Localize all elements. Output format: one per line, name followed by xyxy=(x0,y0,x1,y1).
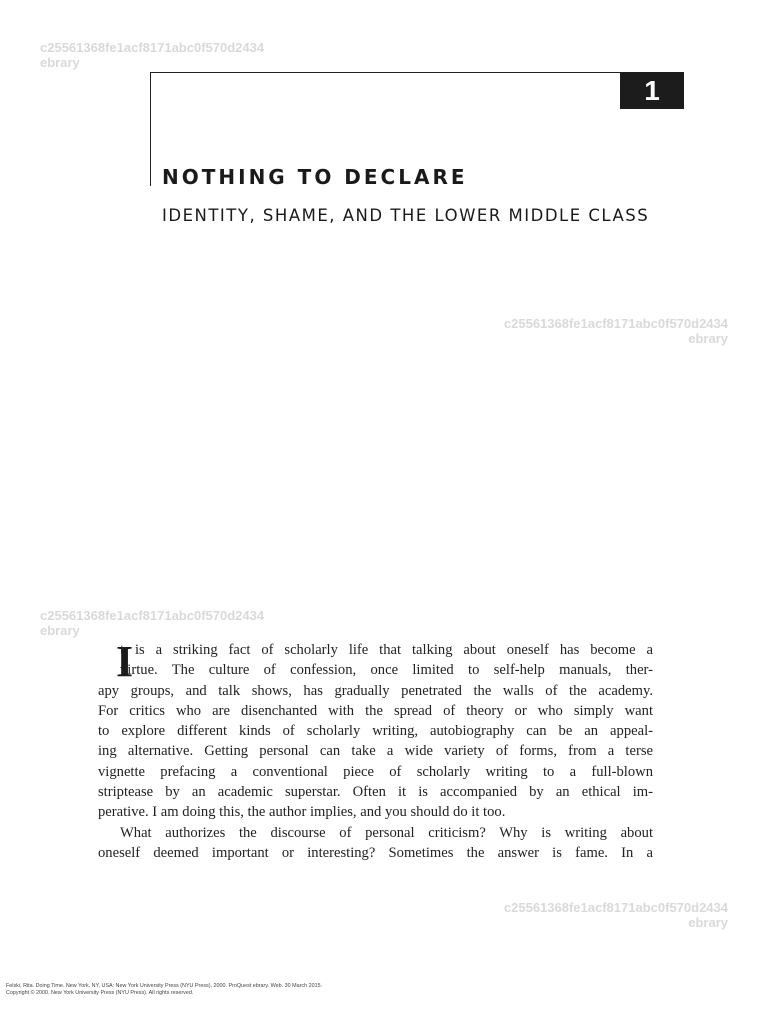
watermark-label: ebrary xyxy=(688,331,728,346)
chapter-number: 1 xyxy=(644,74,660,106)
chapter-title: NOTHING TO DECLARE xyxy=(162,165,468,189)
watermark-label: ebrary xyxy=(40,55,80,70)
watermark xyxy=(504,316,728,346)
citation-footer xyxy=(6,983,322,996)
chapter-frame-left-rule xyxy=(150,72,151,186)
citation-text: Felski, Rita. Doing Time. New York, NY, USA: New York University Press (NYU Press), 2000. ProQuest ebrary. Web. 30 March 2015. xyxy=(6,983,323,989)
body-paragraphs xyxy=(98,637,653,863)
watermark-hash: c25561368fe1acf8171abc0f570d2434 xyxy=(503,900,728,915)
text-line: striptease by an academic superstar. Often it is accompanied by an ethical im- xyxy=(98,784,653,801)
text-line: oneself deemed important or interesting? Sometimes the answer is fame. In a xyxy=(98,844,653,861)
text-line: to explore different kinds of scholarly writing, autobiography can be an appeal- xyxy=(98,723,653,740)
chapter-subtitle: IDENTITY, SHAME, AND THE LOWER MIDDLE CLASS xyxy=(162,206,650,225)
text-line: t is a striking fact of scholarly life that talking about oneself has become a xyxy=(120,642,653,658)
watermark-hash: c25561368fe1acf8171abc0f570d2434 xyxy=(40,40,265,55)
text-line: perative. I am doing this, the author implies, and you should do it too. xyxy=(98,804,506,821)
text-line: vignette prefacing a conventional piece of scholarly writing to a full-blown xyxy=(98,763,653,780)
text-line: apy groups, and talk shows, has gradually penetrated the walls of the academy. xyxy=(98,682,653,699)
text-line: virtue. The culture of confession, once limited to self-help manuals, ther- xyxy=(120,662,653,679)
text-line: What authorizes the discourse of personal criticism? Why is writing about xyxy=(120,824,653,841)
watermark xyxy=(40,40,264,70)
text-line: ing alternative. Getting personal can take a wide variety of forms, from a terse xyxy=(98,743,653,760)
watermark xyxy=(40,608,264,638)
watermark-label: ebrary xyxy=(40,623,80,638)
watermark-hash: c25561368fe1acf8171abc0f570d2434 xyxy=(503,316,728,331)
chapter-frame-top-rule xyxy=(150,72,684,73)
watermark-label: ebrary xyxy=(688,915,728,930)
watermark-hash: c25561368fe1acf8171abc0f570d2434 xyxy=(40,608,265,623)
watermark xyxy=(504,900,728,930)
copyright-text: Copyright © 2000. New York University Press (NYU Press). All rights reserved. xyxy=(6,989,194,996)
chapter-number-box xyxy=(620,72,684,109)
drop-cap: I xyxy=(116,637,134,686)
text-line: For critics who are disenchanted with the spread of theory or who simply want xyxy=(98,702,653,719)
